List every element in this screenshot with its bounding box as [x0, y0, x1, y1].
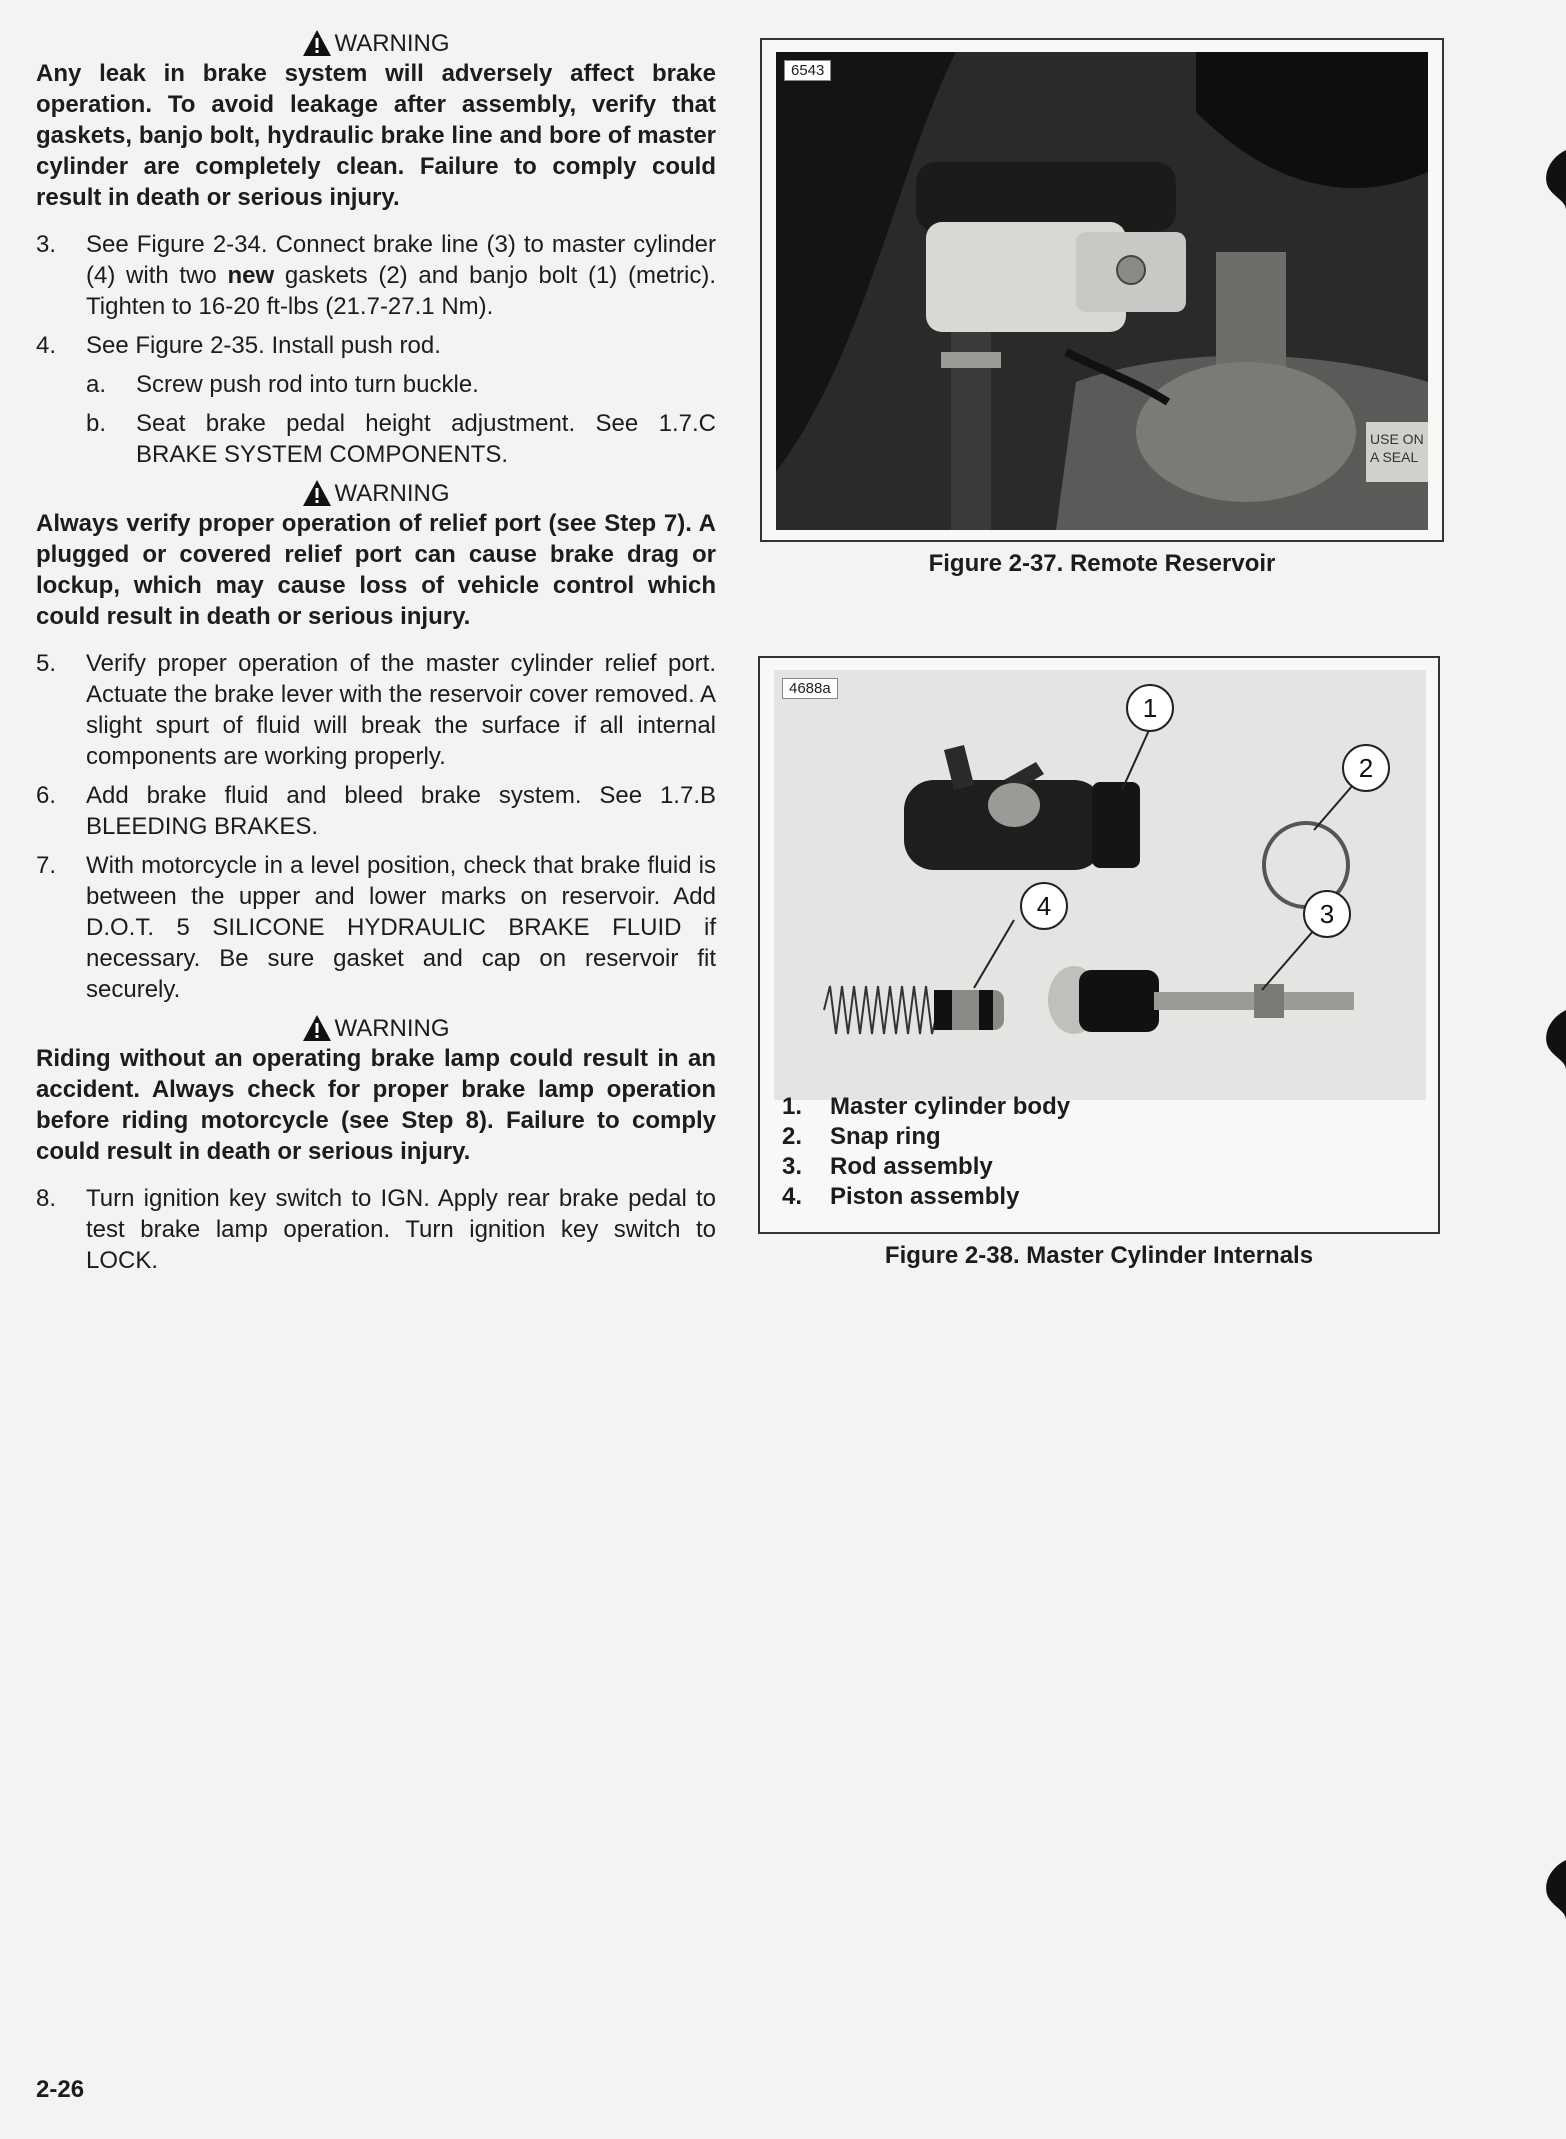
step-item	[36, 648, 716, 772]
figure-caption: Figure 2-38. Master Cylinder Internals	[884, 1242, 1314, 1269]
step-number: 7.	[36, 852, 57, 879]
warning-label: WARNING	[334, 479, 450, 507]
step-text: See Figure 2-34. Connect brake line (3) to master cylinder (4) with two new gaskets (2) and banjo bolt (1) (metric). Tighten to 16-20 ft-lbs (21.7-27.1 Nm).	[86, 231, 716, 320]
warning-heading	[36, 28, 716, 58]
warning-text: Riding without an operating brake lamp could result in an accident. Always check for proper brake lamp operation before riding motorcycle (see Step 8). Failure to comply could result in death or serious injury.	[36, 1045, 716, 1165]
figure-remote-reservoir	[760, 38, 1444, 542]
step-text: See Figure 2-35. Install push rod.	[86, 332, 441, 359]
warning-triangle-icon	[302, 29, 332, 57]
legend-item: 1. Master cylinder body	[782, 1093, 1071, 1120]
photo-id: 4688a	[782, 678, 838, 699]
figure-caption: Figure 2-37. Remote Reservoir	[928, 550, 1276, 577]
cylinder-internals-illustration	[774, 670, 1426, 1100]
photo-id: 6543	[784, 60, 831, 81]
cylinder-internals-photo	[774, 670, 1426, 1100]
legend-item: 2. Snap ring	[782, 1123, 941, 1150]
step-text: Verify proper operation of the master cylinder relief port. Actuate the brake lever with the reservoir cover removed. A slight spurt of fluid will break the surface if all internal components are working properly.	[86, 650, 716, 770]
step-item	[36, 780, 716, 842]
step-number: 3.	[36, 231, 57, 258]
step-text: Turn ignition key switch to IGN. Apply rear brake pedal to test brake lamp operation. Turn ignition key switch to LOCK.	[86, 1185, 716, 1274]
substep-text: Seat brake pedal height adjustment. See 1.7.C BRAKE SYSTEM COMPONENTS.	[136, 410, 716, 468]
instructions-column	[36, 28, 716, 1284]
substep-letter: a.	[86, 371, 107, 398]
step-number: 8.	[36, 1185, 57, 1212]
callout-1: 1	[1126, 684, 1174, 732]
legend-item: 3. Rod assembly	[782, 1153, 993, 1180]
warning-label: WARNING	[334, 29, 450, 57]
substep-letter: b.	[86, 410, 107, 437]
substep-text: Screw push rod into turn buckle.	[136, 371, 479, 398]
step-item	[36, 850, 716, 1005]
callout-4: 4	[1020, 882, 1068, 930]
warning-triangle-icon	[302, 1014, 332, 1042]
step-item	[36, 229, 716, 322]
warning-heading	[36, 1013, 716, 1043]
warning-heading	[36, 478, 716, 508]
warning-triangle-icon	[302, 479, 332, 507]
sticker-text: A SEAL	[1370, 449, 1419, 465]
figure-legend	[782, 1092, 1070, 1212]
binder-tab-mark	[1536, 1860, 1566, 1920]
step-number: 5.	[36, 650, 57, 677]
substep-item	[86, 369, 716, 400]
callout-2: 2	[1342, 744, 1390, 792]
reservoir-photo-illustration	[776, 52, 1428, 530]
page-number: 2-26	[36, 2076, 85, 2103]
binder-tab-mark	[1536, 150, 1566, 210]
reservoir-photo	[776, 52, 1428, 530]
step-number: 6.	[36, 782, 57, 809]
sticker-text: USE ON	[1370, 431, 1424, 447]
warning-text: Any leak in brake system will adversely affect brake operation. To avoid leakage after assembly, verify that gaskets, banjo bolt, hydraulic brake line and bore of master cylinder are completely clean. Failure to comply could result in death or serious injury.	[36, 60, 716, 211]
step-item	[36, 1183, 716, 1276]
step-text: With motorcycle in a level position, check that brake fluid is between the upper and lower marks on reservoir. Add D.O.T. 5 SILICONE HYDRAULIC BRAKE FLUID if necessary. Be sure gasket and cap on reservoir fit securely.	[86, 852, 716, 1003]
legend-item: 4. Piston assembly	[782, 1183, 1020, 1210]
step-item	[36, 330, 716, 361]
step-number: 4.	[36, 332, 57, 359]
warning-text: Always verify proper operation of relief port (see Step 7). A plugged or covered relief port can cause brake drag or lockup, which may cause loss of vehicle control which could result in death or serious injury.	[36, 510, 716, 630]
warning-label: WARNING	[334, 1014, 450, 1042]
callout-3: 3	[1303, 890, 1351, 938]
substep-item	[86, 408, 716, 470]
figure-master-cylinder-internals	[758, 656, 1440, 1234]
binder-tab-mark	[1536, 1010, 1566, 1070]
step-text: Add brake fluid and bleed brake system. See 1.7.B BLEEDING BRAKES.	[86, 782, 716, 840]
